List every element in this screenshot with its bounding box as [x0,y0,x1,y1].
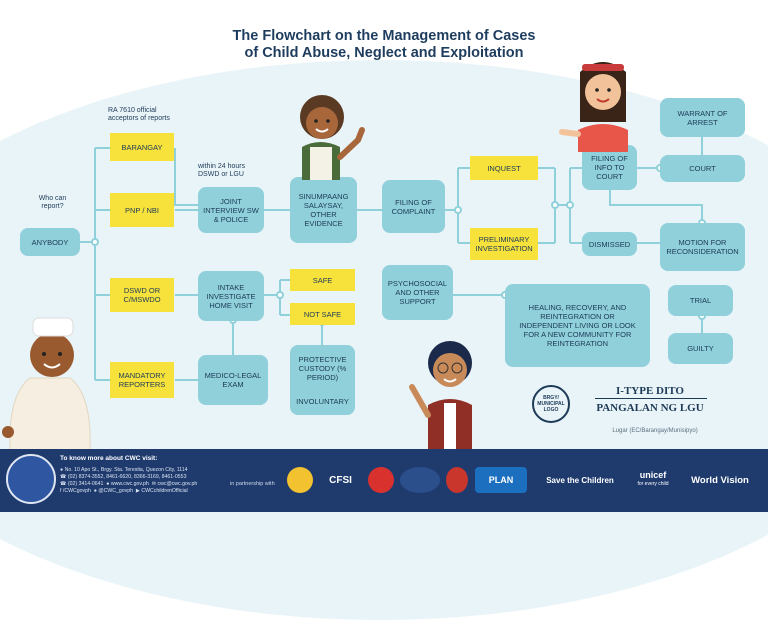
node-anybody: ANYBODY [20,228,80,256]
footer-bar [0,449,768,512]
lugar-label: Lugar (EC/Barangay/Munisipyo) [612,428,698,434]
twitter-icon: ● [93,488,99,494]
node-court: COURT [660,155,745,182]
node-intake: INTAKE INVESTIGATE HOME VISIT [198,271,264,321]
lgu-text-block [580,384,720,415]
node-trial: TRIAL [668,285,733,316]
node-filing-info-to-court: FILING OF INFO TO COURT [582,145,637,190]
node-sinumpaang-salaysay: SINUMPAANG SALAYSAY, OTHER EVIDENCE [290,177,357,243]
twitter-link[interactable]: @CWC_govph [98,488,134,494]
node-not-safe: NOT SAFE [290,303,355,325]
partner-logo-unicef [628,467,678,493]
type-here-label: I-TYPE DITO [616,385,684,397]
woman-illustration [558,52,653,152]
node-healing-recovery: HEALING, RECOVERY, AND REINTEGRATION OR INDEPENDENT LIVING OR LOOK FOR A NEW COMMUNITY FOR REINTEGRATION [505,284,650,367]
elder-man-illustration [0,300,95,450]
cwc-seal-logo [6,454,56,504]
lgu-logo-placeholder: BRGY/ MUNICIPAL LOGO [532,385,570,423]
node-psychosocial: PSYCHOSOCIAL AND OTHER SUPPORT [382,265,453,320]
partner-logo-4 [400,467,440,493]
node-safe: SAFE [290,269,355,291]
within-24-hours-note: within 24 hours DSWD or LGU [198,163,246,178]
partnership-label: in partnership with [230,481,275,487]
partner-logo-world-vision: World Vision [691,474,749,486]
node-protective-custody [290,345,355,415]
lgu-name-label: PANGALAN NG LGU [596,402,704,414]
node-joint-interview: JOINT INTERVIEW SW & POLICE [198,187,264,233]
node-inquest: INQUEST [470,156,538,180]
address-text: ● No. 10 Apo St., Brgy. Sta. Teresita, Quezon City, 1114 [60,467,188,473]
node-preliminary-investigation: PRELIMINARY INVESTIGATION [470,228,538,260]
facebook-icon: f [60,488,63,494]
title-line-1: The Flowchart on the Management of Cases [232,28,536,44]
know-more-label: To know more about CWC visit: [60,455,158,462]
ra-7610-note: RA 7610 official acceptors of reports [108,107,170,122]
node-filing-of-complaint: FILING OF COMPLAINT [382,180,445,233]
protective-custody-label: PROTECTIVE CUSTODY (% PERIOD) [298,354,347,382]
involuntary-label: INVOLUNTARY [296,396,349,406]
phones-text: ☎ (02) 8374-3552, 8461-6620, 8366-3169, 8461-0553 [60,474,187,480]
node-guilty: GUILTY [668,333,733,364]
node-mandatory-reporters: MANDATORY REPORTERS [110,362,174,398]
unicef-label: unicef [639,470,667,480]
node-warrant-of-arrest: WARRANT OF ARREST [660,98,745,137]
title-line-2: of Child Abuse, Neglect and Exploitation [244,45,524,61]
facebook-link[interactable]: /CWCgovph [62,488,91,494]
node-dswd: DSWD OR C/MSWDO [110,278,174,312]
partner-logo-save-the-children: Save the Children [546,475,614,485]
phone-icon: ☎ [60,474,68,480]
node-medico-legal: MEDICO-LEGAL EXAM [198,355,268,405]
fax-web-email-text: ☎ (02) 3414-0641 ● www.cwc.gov.ph ✉ cwc@cwc.gov.ph [60,481,198,487]
partner-logo-cfsi: CFSI [329,474,352,486]
lgu-divider [595,398,707,399]
email-icon: ✉ [151,481,158,487]
social-text [60,488,188,494]
node-pnp-nbi: PNP / NBI [110,193,174,227]
youtube-link[interactable]: CWCchildrenOfficial [141,488,188,494]
girl-pointing-illustration [280,85,380,180]
web-link[interactable]: www.cwc.gov.ph [110,481,149,487]
web-icon: ● [106,481,111,487]
partner-logo-1 [287,467,313,493]
partner-logo-dilg [368,467,394,493]
email-link[interactable]: cwc@cwc.gov.ph [157,481,198,487]
youtube-icon: ▶ [135,488,142,494]
who-can-report-note: Who can report? [38,195,67,210]
pin-icon: ● [60,467,65,473]
boy-waving-illustration [400,325,490,449]
node-barangay: BARANGAY [110,133,174,161]
node-motion-reconsideration: MOTION FOR RECONSIDERATION [660,223,745,271]
partner-logo-plan: PLAN [475,467,527,493]
partner-logo-5 [446,467,468,493]
unicef-tagline: for every child [637,481,669,487]
fax-icon: ☎ [60,481,68,487]
node-dismissed: DISMISSED [582,232,637,256]
